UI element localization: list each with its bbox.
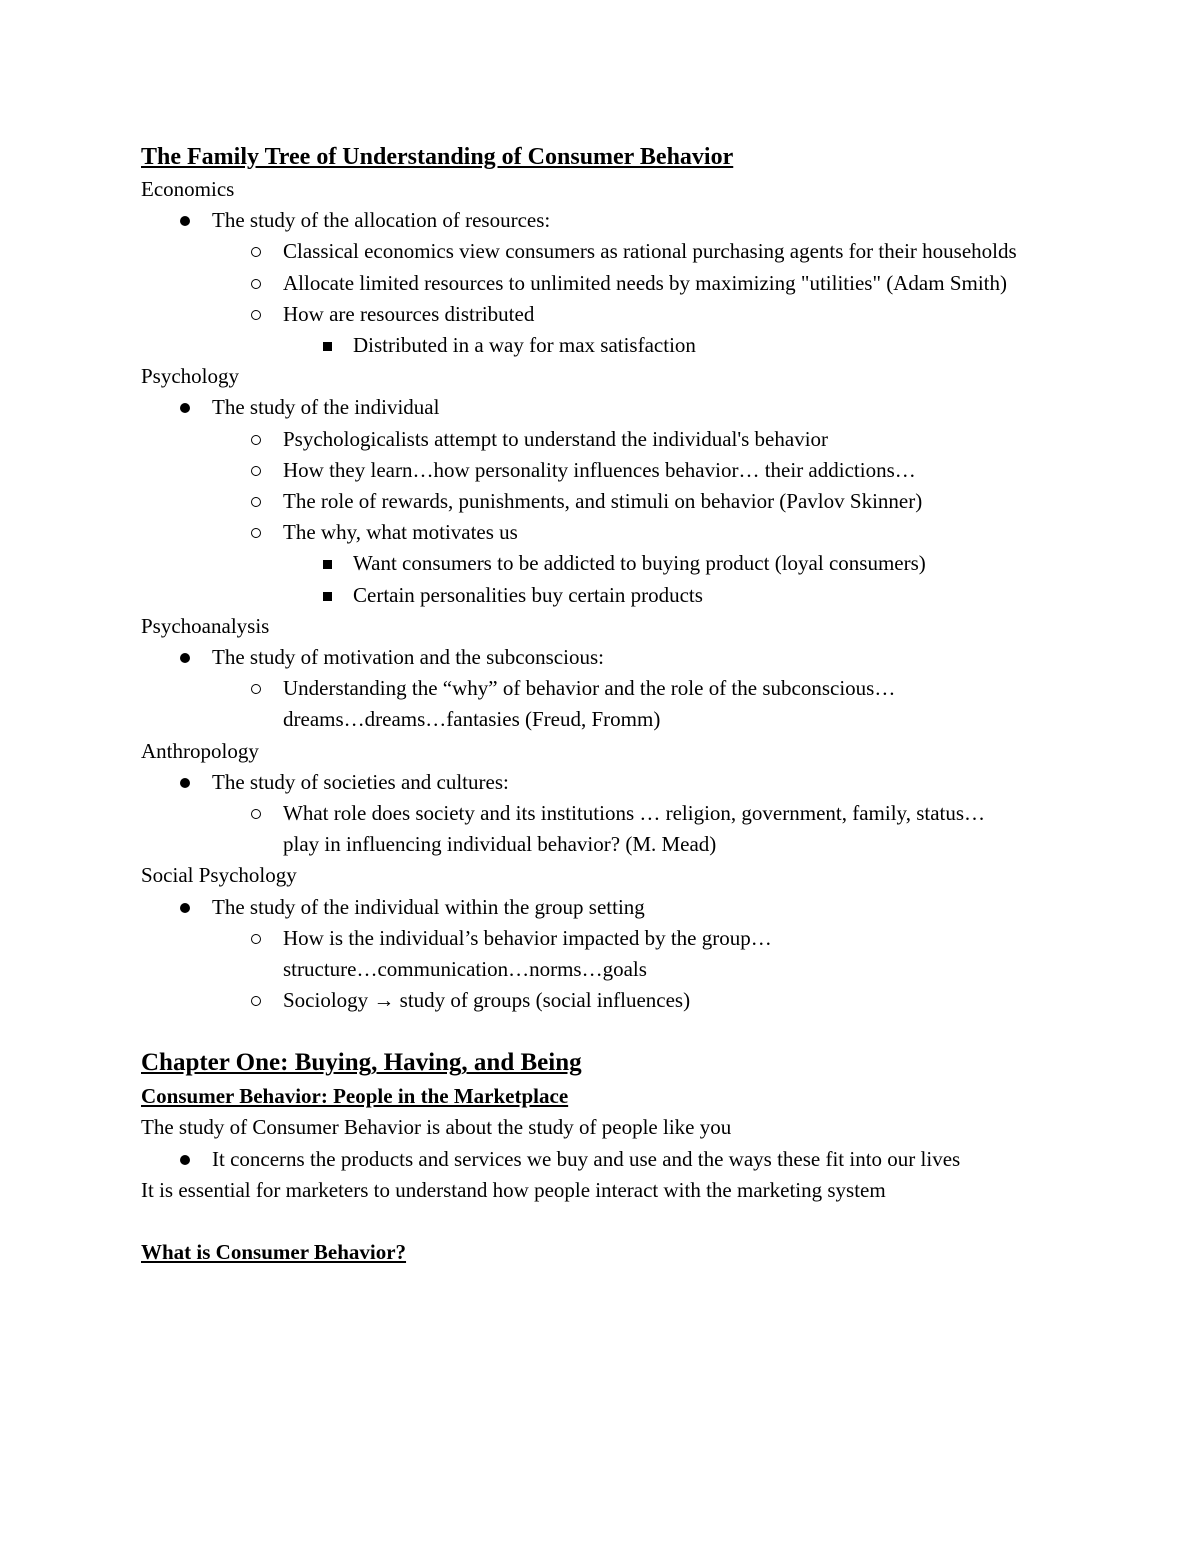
bullet-dot-icon bbox=[177, 205, 212, 236]
list-item: How they learn…how personality influences behavior… their addictions… bbox=[141, 455, 1061, 486]
list-item: Distributed in a way for max satisfaction bbox=[141, 330, 1061, 361]
bullet-dot-icon bbox=[177, 392, 212, 423]
chapter-title: Chapter One: Buying, Having, and Being bbox=[141, 1049, 582, 1077]
paragraph: It is essential for marketers to understand how people interact with the marketing system bbox=[141, 1177, 886, 1202]
bullet-ring-icon bbox=[248, 236, 283, 267]
bullet-dot-icon bbox=[177, 767, 212, 798]
list-item: Want consumers to be addicted to buying product (loyal consumers) bbox=[141, 548, 1061, 579]
paragraph: The study of Consumer Behavior is about the study of people like you bbox=[141, 1115, 732, 1140]
list-item: Psychologicalists attempt to understand the individual's behavior bbox=[141, 424, 1061, 455]
list-item: Classical economics view consumers as rational purchasing agents for their households bbox=[141, 236, 1061, 267]
list-item: Allocate limited resources to unlimited needs by maximizing "utilities" (Adam Smith) bbox=[141, 268, 1061, 299]
list-item: The why, what motivates us bbox=[141, 517, 1061, 548]
bullet-dot-icon bbox=[177, 892, 212, 923]
list-item: Certain personalities buy certain products bbox=[141, 580, 1061, 611]
bullet-ring-icon bbox=[248, 299, 283, 330]
chapter-subtitle: Consumer Behavior: People in the Marketplace bbox=[141, 1084, 569, 1109]
bullet-ring-icon bbox=[248, 424, 283, 455]
psychoanalysis-heading: Psychoanalysis bbox=[141, 613, 270, 638]
list-item: It concerns the products and services we buy and use and the ways these fit into our lives bbox=[141, 1144, 1061, 1175]
bullet-ring-icon bbox=[248, 798, 283, 860]
bullet-ring-icon bbox=[248, 486, 283, 517]
family-tree-title: The Family Tree of Understanding of Consumer Behavior bbox=[141, 144, 734, 170]
list-item: The study of the individual bbox=[141, 392, 1061, 423]
list-item: The study of motivation and the subconscious: bbox=[141, 642, 1061, 673]
list-item: How is the individual’s behavior impacted by the group…structure…communication…norms…goals bbox=[141, 923, 848, 985]
bullet-ring-icon bbox=[248, 455, 283, 486]
list-item: The role of rewards, punishments, and stimuli on behavior (Pavlov Skinner) bbox=[141, 486, 1061, 517]
list-item: How are resources distributed bbox=[141, 299, 1061, 330]
list-item: What role does society and its institutions … religion, government, family, status…play in influencing individual behavior? (M. Mead) bbox=[141, 798, 1008, 860]
list-item: The study of the individual within the group setting bbox=[141, 892, 1061, 923]
bullet-ring-icon bbox=[248, 517, 283, 548]
list-item: The study of societies and cultures: bbox=[141, 767, 1061, 798]
bullet-ring-icon bbox=[248, 985, 283, 1016]
anthropology-heading: Anthropology bbox=[141, 738, 259, 763]
list-item: Sociology → study of groups (social influences) bbox=[141, 985, 1061, 1016]
psychology-heading: Psychology bbox=[141, 364, 240, 389]
document-page bbox=[141, 140, 1061, 1268]
section-heading: What is Consumer Behavior? bbox=[141, 1240, 407, 1265]
bullet-square-icon bbox=[318, 580, 353, 611]
bullet-ring-icon bbox=[248, 923, 283, 985]
bullet-ring-icon bbox=[248, 268, 283, 299]
social-psychology-heading: Social Psychology bbox=[141, 863, 297, 888]
list-item: The study of the allocation of resources: bbox=[141, 205, 1061, 236]
bullet-ring-icon bbox=[248, 673, 283, 735]
list-item: Understanding the “why” of behavior and the role of the subconscious…dreams…dreams…fantasies (Freud, Fromm) bbox=[141, 673, 968, 735]
bullet-square-icon bbox=[318, 330, 353, 361]
bullet-dot-icon bbox=[177, 642, 212, 673]
economics-heading: Economics bbox=[141, 177, 235, 201]
bullet-dot-icon bbox=[177, 1144, 212, 1175]
bullet-square-icon bbox=[318, 548, 353, 579]
